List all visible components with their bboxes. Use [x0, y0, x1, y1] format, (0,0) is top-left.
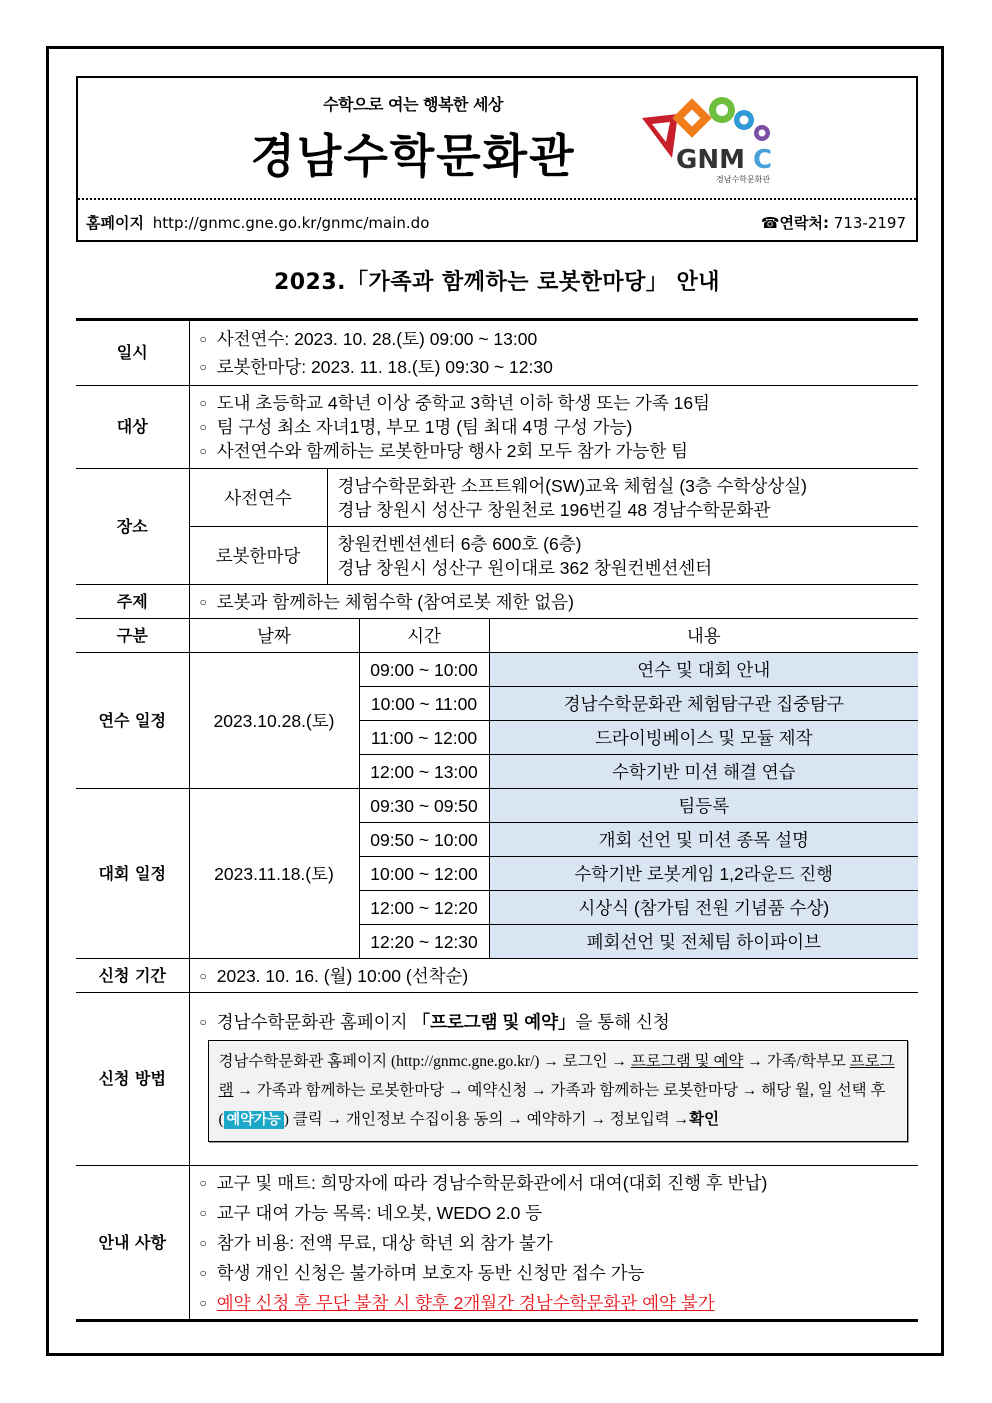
venue-line: 경남 창원시 성산구 원이대로 362 창원컨벤션센터	[337, 557, 713, 578]
svg-text:GNM: GNM	[676, 145, 745, 175]
time-cell: 12:00 ~ 12:20	[359, 891, 489, 925]
application-period-text: ○ 2023. 10. 16. (월) 10:00 (선착순)	[200, 964, 909, 988]
info-table	[76, 318, 918, 1322]
content-cell: 연수 및 대회 안내	[489, 653, 918, 687]
content-cell: 경남수학문화관 체험탐구관 집중탐구	[489, 687, 918, 721]
row-theme	[76, 585, 918, 619]
application-steps-box: 경남수학문화관 홈페이지 (http://gnmc.gne.go.kr/) → 로그인 → 프로그램 및 예약 → 가족/학부모 프로그램 → 가족과 함께하는 로봇한마당 → 예약신청 → 가족과 함께하는 로봇한마당 → 해당 월, 일 선택 후 ( 예약가능 ) 클릭 → 개인정보 수집이용 동의 → 예약하기 → 정보입력 →확인	[208, 1040, 909, 1142]
content-cell: 시상식 (참가팀 전원 기념품 수상)	[489, 891, 918, 925]
note-warning: ○ 예약 신청 후 무단 불참 시 향후 2개월간 경남수학문화관 예약 불가	[200, 1288, 909, 1318]
content-cell: 수학기반 미션 해결 연습	[489, 755, 918, 789]
content-cell: 폐회선언 및 전체팀 하이파이브	[489, 925, 918, 959]
venue-name: 로봇한마당	[189, 527, 327, 585]
svg-text:C: C	[753, 145, 773, 175]
content-cell: 팀등록	[489, 789, 918, 823]
header-box	[76, 76, 918, 242]
venue-line: 경남 창원시 성산구 창원천로 196번길 48 경남수학문화관	[337, 499, 771, 520]
contact-label: 연락처:	[779, 214, 829, 232]
schedule-item: ○ 사전연수: 2023. 10. 28.(토) 09:00 ~ 13:00	[200, 325, 909, 353]
homepage-line	[86, 212, 429, 233]
phone-icon: ☎	[760, 214, 780, 232]
contest-date: 2023.11.18.(토)	[189, 789, 359, 959]
target-item: ○ 팀 구성 최소 자녀1명, 부모 1명 (팀 최대 4명 구성 가능)	[200, 415, 909, 439]
row-venue-pre	[76, 469, 918, 527]
homepage-link[interactable]: http://gnmc.gne.go.kr/gnmc/main.do	[152, 214, 430, 232]
training-row	[76, 653, 918, 687]
col-header-category: 구분	[76, 619, 189, 653]
col-header-date: 날짜	[189, 619, 359, 653]
reservation-available-badge: 예약가능	[224, 1111, 284, 1129]
training-date: 2023.10.28.(토)	[189, 653, 359, 789]
document-title: 2023.「가족과 함께하는 로봇한마당」 안내	[273, 270, 721, 295]
training-label: 연수 일정	[76, 653, 189, 789]
target-item: ○ 도내 초등학교 4학년 이상 중학교 3학년 이하 학생 또는 가족 16팀	[200, 391, 909, 415]
label-theme: 주제	[76, 585, 189, 619]
slogan: 수학으로 여는 행복한 세상	[323, 95, 503, 114]
svg-text:경남수학문화관: 경남수학문화관	[716, 175, 771, 184]
label-notes: 안내 사항	[76, 1166, 189, 1321]
homepage-label: 홈페이지	[86, 214, 144, 232]
org-title: 경남수학문화관	[250, 129, 576, 183]
col-header-content: 내용	[489, 619, 918, 653]
label-application-period: 신청 기간	[76, 959, 189, 993]
dotted-divider	[78, 198, 916, 200]
time-cell: 12:20 ~ 12:30	[359, 925, 489, 959]
row-target	[76, 386, 918, 469]
gnmc-logo-icon	[638, 96, 788, 186]
label-target: 대상	[76, 386, 189, 469]
application-method-intro: ○ 경남수학문화관 홈페이지 「프로그램 및 예약」을 통해 신청	[200, 1010, 909, 1034]
row-venue-main	[76, 527, 918, 585]
label-venue: 장소	[76, 469, 189, 585]
time-cell: 12:00 ~ 13:00	[359, 755, 489, 789]
note-item: ○ 교구 및 매트: 희망자에 따라 경남수학문화관에서 대여(대회 진행 후 반납)	[200, 1168, 909, 1198]
contest-label: 대회 일정	[76, 789, 189, 959]
schedule-item: ○ 로봇한마당: 2023. 11. 18.(토) 09:30 ~ 12:30	[200, 353, 909, 381]
time-cell: 10:00 ~ 11:00	[359, 687, 489, 721]
venue-name: 사전연수	[189, 469, 327, 527]
content-cell: 드라이빙베이스 및 모듈 제작	[489, 721, 918, 755]
content-cell: 수학기반 로봇게임 1,2라운드 진행	[489, 857, 918, 891]
contact-line	[761, 212, 906, 233]
contest-row	[76, 789, 918, 823]
row-application-period	[76, 959, 918, 993]
time-cell: 09:00 ~ 10:00	[359, 653, 489, 687]
note-item: ○ 참가 비용: 전액 무료, 대상 학년 외 참가 불가	[200, 1228, 909, 1258]
row-notes	[76, 1166, 918, 1321]
time-cell: 10:00 ~ 12:00	[359, 857, 489, 891]
row-schedule	[76, 320, 918, 386]
row-application-method	[76, 993, 918, 1166]
note-item: ○ 교구 대여 가능 목록: 네오봇, WEDO 2.0 등	[200, 1198, 909, 1228]
venue-line: 창원컨벤션센터 6층 600호 (6층)	[337, 533, 582, 554]
time-cell: 11:00 ~ 12:00	[359, 721, 489, 755]
program-header-row	[76, 619, 918, 653]
venue-line: 경남수학문화관 소프트웨어(SW)교육 체험실 (3층 수학상상실)	[337, 475, 807, 496]
target-item: ○ 사전연수와 함께하는 로봇한마당 행사 2회 모두 참가 가능한 팀	[200, 439, 909, 463]
col-header-time: 시간	[359, 619, 489, 653]
time-cell: 09:50 ~ 10:00	[359, 823, 489, 857]
note-item: ○ 학생 개인 신청은 불가하며 보호자 동반 신청만 접수 가능	[200, 1258, 909, 1288]
label-schedule: 일시	[76, 320, 189, 386]
label-application-method: 신청 방법	[76, 993, 189, 1166]
theme-text: ○ 로봇과 함께하는 체험수학 (참여로봇 제한 없음)	[200, 590, 909, 614]
content-cell: 개회 선언 및 미션 종목 설명	[489, 823, 918, 857]
time-cell: 09:30 ~ 09:50	[359, 789, 489, 823]
contact-number: 713-2197	[833, 214, 906, 232]
